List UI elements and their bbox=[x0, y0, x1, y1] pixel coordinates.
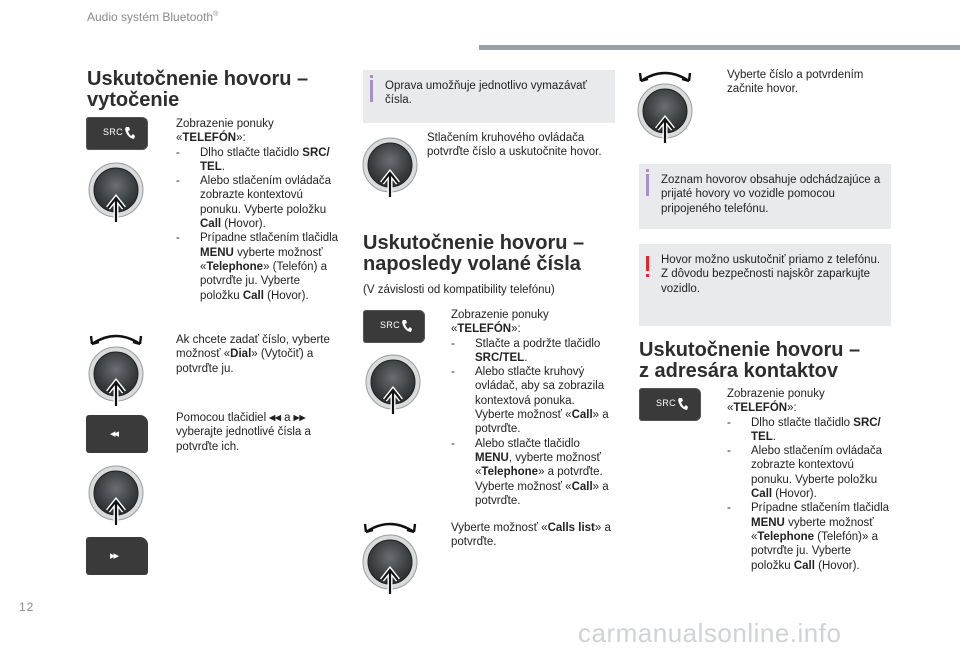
rotary-knob-rotate-press-icon bbox=[362, 516, 420, 596]
src-tel-button-illustration: SRC bbox=[639, 388, 701, 421]
section-heading-contacts: Uskutočnenie hovoru – z adresára kontaktov bbox=[639, 339, 861, 382]
section-heading-dial: Uskutočnenie hovoru – vytočenie bbox=[87, 68, 309, 111]
dial-menu-instructions: Zobrazenie ponuky «TELEFÓN»: - Dlho stlačte tlačidlo SRC/ TEL. - Alebo stlačením ovládača zobrazte kontextovú ponuku. Vyberte položku Call (Hovor). - Prípadne stlačením tlačidla MENU vyberte možnosť «Telephone» (Telefón) a potvrďte ju. Vyberte položku Call (Hovor). bbox=[176, 118, 339, 302]
info-note-correction: Oprava umožňuje jednotlivo vymazávať čísla. bbox=[363, 70, 615, 123]
skip-forward-button-illustration: ▸▸ bbox=[86, 537, 148, 575]
warning-note-safety: Hovor možno uskutočniť priamo z telefónu. Z dôvodu bezpečnosti najskôr zaparkujte vozidlo. bbox=[639, 244, 891, 326]
compatibility-note: (V závislosti od kompatibility telefónu) bbox=[363, 284, 555, 296]
running-header: Audio systém Bluetooth® bbox=[87, 10, 219, 24]
rotary-knob-rotate-press-icon bbox=[88, 328, 146, 408]
skip-back-button-illustration: ◂◂ bbox=[86, 415, 148, 453]
src-tel-button-illustration: SRC bbox=[363, 310, 425, 343]
phone-icon bbox=[124, 126, 136, 140]
page-number: 12 bbox=[19, 600, 35, 614]
digit-select-instructions: Pomocou tlačidiel ◂◂ a ▸▸ vyberajte jednotlivé čísla a potvrďte ich. bbox=[176, 412, 311, 453]
confirm-call-instructions: Stlačením kruhového ovládača potvrďte číslo a uskutočnite hovor. bbox=[427, 132, 602, 159]
watermark: carmanualsonline.info bbox=[578, 618, 842, 648]
phone-icon bbox=[677, 397, 689, 411]
rotary-knob-press-icon bbox=[88, 160, 146, 226]
rotary-knob-rotate-press-icon bbox=[637, 65, 695, 145]
dial-select-instructions: Ak chcete zadať číslo, vyberte možnosť «Dial» (Vytočiť) a potvrďte ju. bbox=[176, 334, 330, 375]
src-tel-button-illustration: SRC bbox=[86, 117, 148, 150]
rotary-knob-press-icon bbox=[362, 135, 420, 201]
recent-calls-menu-instructions: Zobrazenie ponuky «TELEFÓN»: - Stlačte a podržte tlačidlo SRC/TEL. - Alebo stlačte kruhový ovládač, aby sa zobrazila kontextová ponuka. Vyberte možnosť «Call» a potvrďte. - Alebo stlačte tlačidlo MENU, vyberte možnosť «Telephone» a potvrďte. Vyberte možnosť «Call» a potvrďte. bbox=[451, 309, 609, 507]
header-rule bbox=[479, 45, 960, 50]
phone-icon bbox=[401, 319, 413, 333]
info-note-call-log: Zoznam hovorov obsahuje odchádzajúce a prijaté hovory vo vozidle pomocou pripojeného telefónu. bbox=[639, 164, 891, 229]
rotary-knob-press-icon bbox=[365, 352, 423, 418]
contacts-menu-instructions: Zobrazenie ponuky «TELEFÓN»: - Dlho stlačte tlačidlo SRC/ TEL. - Alebo stlačením ovládača zobrazte kontextovú ponuku. Vyberte položku Call (Hovor). - Prípadne stlačením tlačidla MENU vyberte možnosť «Telephone (Telefón)» a potvrďte ju. Vyberte položku Call (Hovor). bbox=[727, 388, 890, 572]
rotary-knob-press-icon bbox=[88, 463, 146, 529]
calls-list-instructions: Vyberte možnosť «Calls list» a potvrďte. bbox=[451, 522, 611, 549]
select-number-instructions: Vyberte číslo a potvrdením začnite hovor. bbox=[727, 69, 864, 96]
section-heading-recent-calls: Uskutočnenie hovoru – naposledy volané čísla bbox=[363, 232, 585, 275]
